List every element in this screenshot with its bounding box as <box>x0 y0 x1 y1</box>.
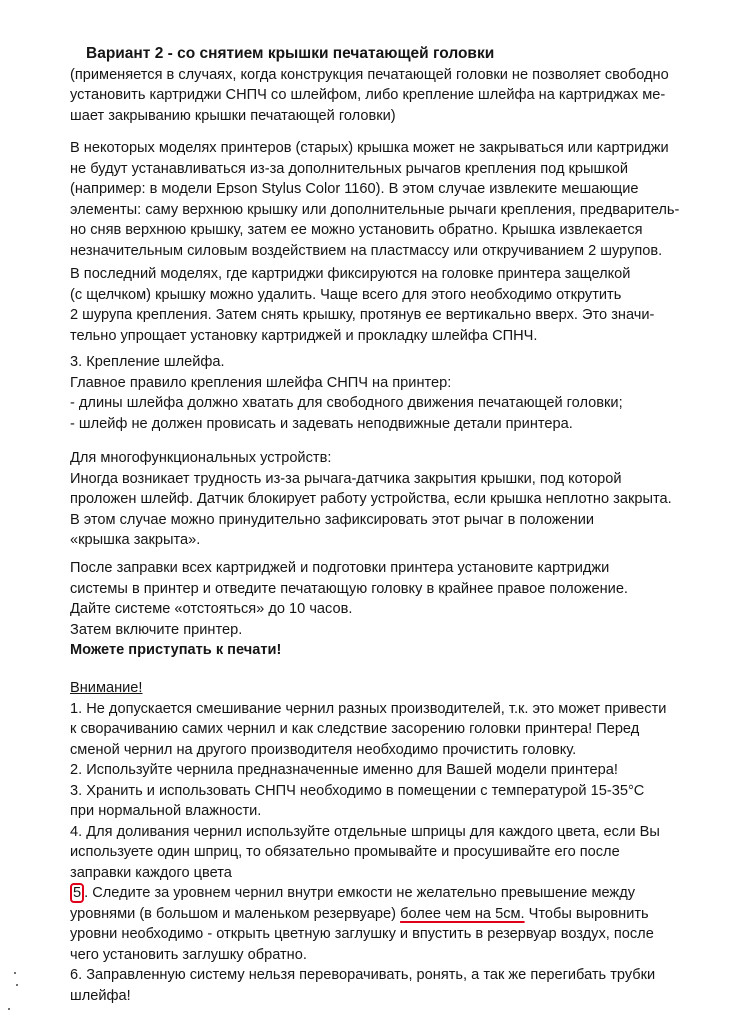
warning-item-5-line: чего установить заглушку обратно. <box>70 946 307 963</box>
warning-line: 4. Для доливания чернил используйте отдельные шприцы для каждого цвета, если Вы <box>70 823 660 840</box>
text-line: 3. Крепление шлейфа. <box>70 354 225 370</box>
text-line: «крышка закрыта». <box>70 532 201 548</box>
item-5-number-highlight: 5 <box>70 883 84 903</box>
paragraph-cable-mounting <box>70 352 710 434</box>
warning-item-5-line <box>70 883 710 904</box>
scan-speck <box>16 984 18 986</box>
intro-line: (применяется в случаях, когда конструкция печатающей головки не позволяет свободно <box>70 66 669 83</box>
text-line: не будут устанавливаться из-за дополнительных рычагов крепления под крышкой <box>70 160 629 177</box>
text-line: проложен шлейф. Датчик блокирует работу устройства, если крышка неплотно закрыта. <box>70 491 672 507</box>
warning-item-5-line <box>70 904 710 925</box>
paragraph-old-models <box>70 138 710 261</box>
warning-section <box>70 678 710 1006</box>
scan-speck <box>8 1008 10 1010</box>
paragraph-new-models <box>70 264 710 346</box>
call-to-action: Можете приступать к печати! <box>70 642 282 658</box>
warning-line: 3. Хранить и использовать СНПЧ необходимо в помещении с температурой 15-35°С <box>70 782 645 799</box>
intro-line: шает закрыванию крышки печатающей головки) <box>70 107 396 124</box>
text-line: тельно упрощает установку картриджей и прокладку шлейфа СПНЧ. <box>70 327 538 344</box>
warning-line: 2. Используйте чернила предназначенные именно для Вашей модели принтера! <box>70 762 618 778</box>
text-line: 2 шурупа крепления. Затем снять крышку, протянув ее вертикально вверх. Это значи- <box>70 307 655 323</box>
text-line: После заправки всех картриджей и подготовки принтера установите картриджи <box>70 560 610 576</box>
warning-line: 1. Не допускается смешивание чернил разных производителей, т.к. это может привести <box>70 700 667 717</box>
intro-line: установить картриджи СНПЧ со шлейфом, либо крепление шлейфа на картриджах ме- <box>70 87 666 103</box>
warning-line: при нормальной влажности. <box>70 803 262 819</box>
text-line: Для многофункциональных устройств: <box>70 450 332 466</box>
item-5-text: уровнями (в большом и маленьком резервуаре) <box>70 905 397 922</box>
text-line: (например: в модели Epson Stylus Color 1160). В этом случае извлеките мешающие <box>70 181 639 197</box>
paragraph-after-refill <box>70 558 710 661</box>
text-line: но сняв верхнюю крышку, затем ее можно установить обратно. Крышка извлекается <box>70 222 643 238</box>
warning-line: шлейфа! <box>70 987 131 1004</box>
text-line: (с щелчком) крышку можно удалить. Чаще всего для этого необходимо открутить <box>70 286 622 303</box>
text-line: Затем включите принтер. <box>70 621 243 638</box>
warning-heading: Внимание! <box>70 680 143 696</box>
warning-item-5-line: уровни необходимо - открыть цветную заглушку и впустить в резервуар воздух, после <box>70 926 654 942</box>
item-5-text: . Следите за уровнем чернил внутри емкости не желательно превышение между <box>84 885 636 901</box>
scan-speck <box>14 972 16 974</box>
warning-line: заправки каждого цвета <box>70 864 232 881</box>
text-line: Иногда возникает трудность из-за рычага-датчика закрытия крышки, под которой <box>70 470 622 487</box>
warning-line: используете один шприц, то обязательно промывайте и просушивайте его после <box>70 844 620 860</box>
text-line: - шлейф не должен провисать и задевать неподвижные детали принтера. <box>70 415 573 432</box>
text-line: Главное правило крепления шлейфа СНПЧ на принтер: <box>70 374 452 391</box>
text-line: элементы: саму верхнюю крышку или дополнительные рычаги крепления, предваритель- <box>70 201 680 218</box>
warning-line: к сворачиванию самих чернил и как следствие засорению головки принтера! Перед <box>70 721 640 737</box>
text-line: В некоторых моделях принтеров (старых) крышка может не закрываться или картриджи <box>70 140 669 156</box>
section-title: Вариант 2 - со снятием крышки печатающей головки <box>86 45 495 62</box>
item-5-text: Чтобы выровнить <box>524 905 649 922</box>
text-line: В последний моделях, где картриджи фиксируются на головке принтера защелкой <box>70 266 631 282</box>
text-line: системы в принтер и отведите печатающую головку в крайнее правое положение. <box>70 580 628 597</box>
warning-line: сменой чернил на другого производителя необходимо прочистить головку. <box>70 741 577 758</box>
paragraph-mfp <box>70 448 710 551</box>
highlighted-phrase: более чем на 5см. <box>400 905 525 922</box>
variant-2-section <box>70 44 710 126</box>
text-line: Дайте системе «отстояться» до 10 часов. <box>70 601 353 617</box>
text-line: В этом случае можно принудительно зафиксировать этот рычаг в положении <box>70 511 595 528</box>
warning-line: 6. Заправленную систему нельзя переворачивать, ронять, а так же перегибать трубки <box>70 967 656 983</box>
text-line: незначительным силовым воздействием на пластмассу или откручиванием 2 шурупов. <box>70 242 663 259</box>
text-line: - длины шлейфа должно хватать для свободного движения печатающей головки; <box>70 395 623 411</box>
